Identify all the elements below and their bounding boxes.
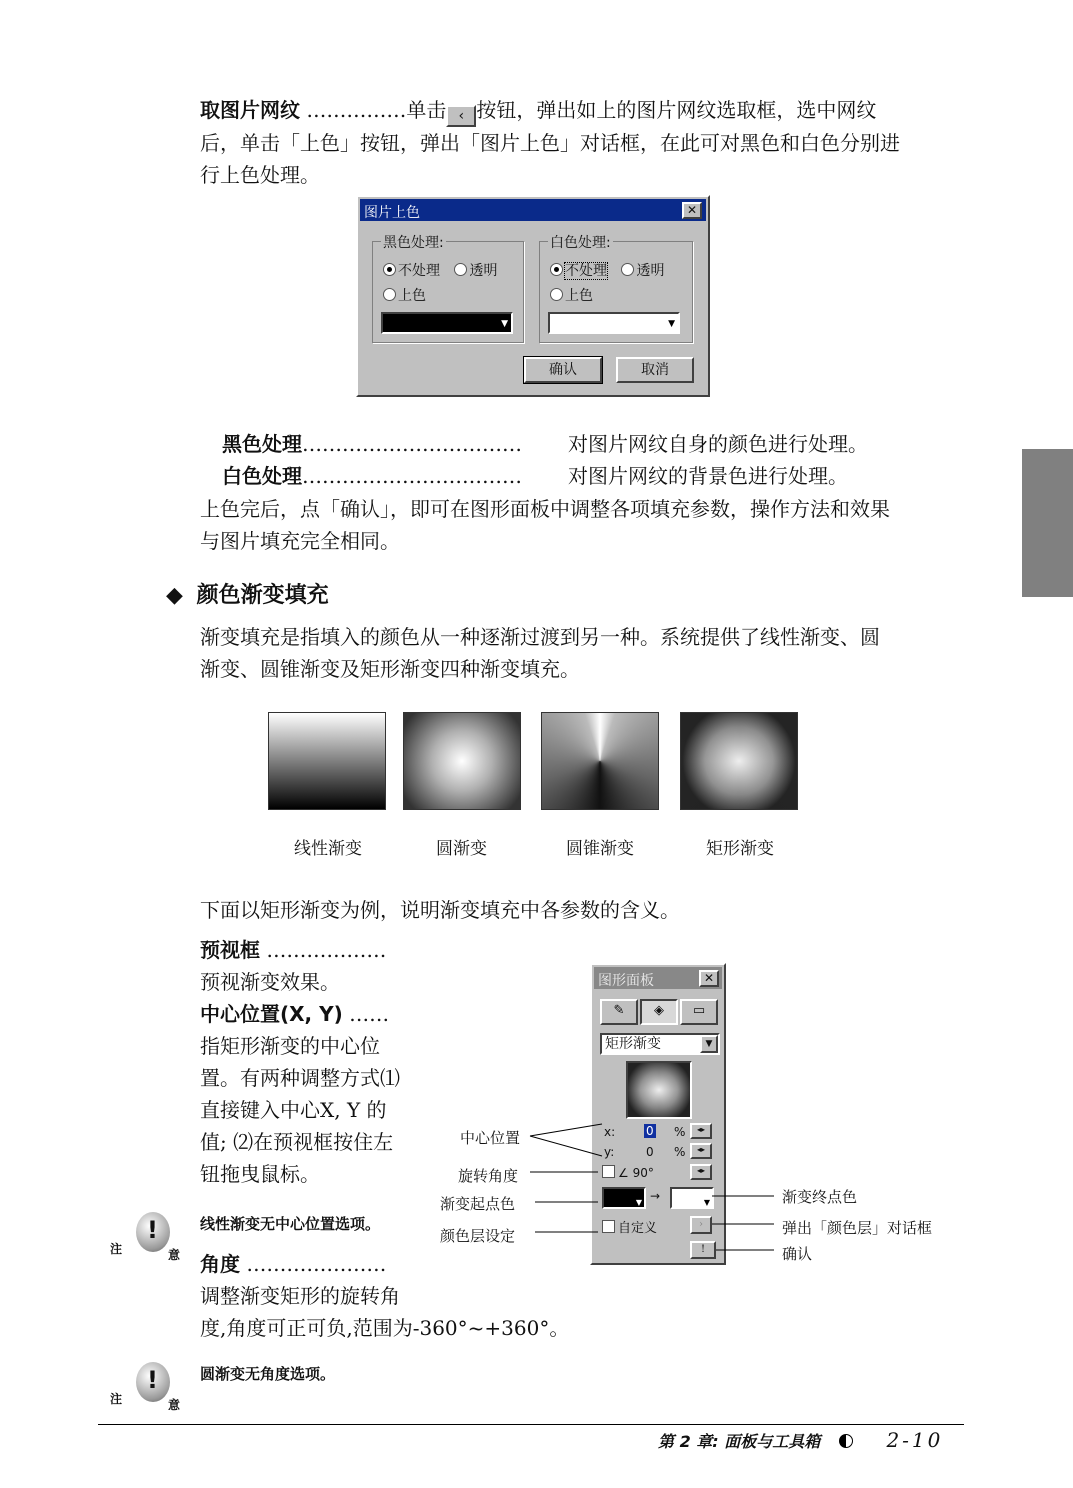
white-opt-color-label: 上色 xyxy=(565,288,593,304)
spinner-arrows-icon: ◂▸ xyxy=(696,1125,706,1134)
def-black-dots: …………………………… xyxy=(302,432,522,456)
center-dots: …… xyxy=(349,1002,390,1026)
def-white-dots: …………………………… xyxy=(302,464,522,488)
note-yi: 意 xyxy=(168,1398,181,1412)
intro-text-b: 按钮，弹出如上的图片网纹选取框，选中网纹 xyxy=(476,98,877,122)
ok-button[interactable]: 确认 xyxy=(524,357,602,383)
callout-popup-layer: 弹出「颜色层」对话框 xyxy=(782,1219,933,1237)
arrow-right-icon: → xyxy=(650,1189,661,1203)
intro-dots: …………… xyxy=(306,98,407,122)
footer xyxy=(658,1428,943,1452)
exclamation-icon: ! xyxy=(700,1244,706,1255)
white-opt-none-label: 不处理 xyxy=(565,263,607,279)
note-yi: 意 xyxy=(168,1248,181,1262)
exclamation-icon: ! xyxy=(147,1366,158,1394)
def-white-term: 白色处理 xyxy=(222,464,302,488)
center-desc-2: 置。有两种调整方式⑴ xyxy=(200,1066,400,1090)
black-opt-color-label: 上色 xyxy=(398,288,426,304)
x-label: x: xyxy=(604,1125,616,1139)
black-opt-transparent-label: 透明 xyxy=(469,263,498,279)
gradient-label-radial: 圆渐变 xyxy=(436,839,487,859)
callout-end-color: 渐变终点色 xyxy=(782,1188,858,1206)
after-dialog-line1: 上色完后，点「确认」，即可在图形面板中调整各项填充参数，操作方法和效果 xyxy=(200,497,890,521)
gradient-label-linear: 线性渐变 xyxy=(294,839,362,859)
note1-text: 线性渐变无中心位置选项。 xyxy=(200,1215,381,1233)
callout-confirm: 确认 xyxy=(782,1245,813,1263)
y-percent: % xyxy=(674,1145,686,1159)
def-black-term: 黑色处理 xyxy=(222,432,302,456)
black-group-label: 黑色处理: xyxy=(381,232,446,252)
fill-bucket-icon: ◈ xyxy=(654,1003,664,1018)
section-line2: 渐变、圆锥渐变及矩形渐变四种渐变填充。 xyxy=(200,657,580,681)
dropdown-arrow-icon: ▼ xyxy=(700,1035,718,1053)
preview-term: 预视框 xyxy=(200,938,260,962)
callout-layer-setting: 颜色层设定 xyxy=(440,1227,516,1245)
intro-line2: 后，单击「上色」按钮，弹出「图片上色」对话框，在此可对黑色和白色分别进 xyxy=(200,131,900,155)
note2-text: 圆渐变无角度选项。 xyxy=(200,1365,336,1383)
def-white-desc: 对图片网纹的背景色进行处理。 xyxy=(568,464,848,488)
angle-desc-2: 度,角度可正可负,范围为-360°~+360°。 xyxy=(200,1316,570,1340)
dropdown-arrow-icon: ▼ xyxy=(668,319,675,329)
exclamation-icon: ! xyxy=(147,1216,158,1244)
dropdown-arrow-icon: ▼ xyxy=(501,319,508,329)
dialog-title: 图片上色 xyxy=(364,205,420,221)
cancel-button[interactable]: 取消 xyxy=(616,357,694,383)
white-group-label: 白色处理: xyxy=(548,232,613,252)
preview-dots: ……………… xyxy=(266,938,387,962)
diamond-bullet-icon: ◆ xyxy=(166,583,183,608)
close-icon: ✕ xyxy=(703,971,715,985)
center-desc-5: 钮拖曳鼠标。 xyxy=(200,1162,320,1186)
gradient-label-rect: 矩形渐变 xyxy=(706,839,774,859)
close-icon: ✕ xyxy=(686,203,698,217)
footer-chapter: 第 2 章: 面板与工具箱 xyxy=(658,1432,821,1451)
note-zhu: 注 xyxy=(110,1392,123,1406)
footer-page-number: 2-10 xyxy=(886,1428,944,1452)
spinner-arrows-icon: ◂▸ xyxy=(696,1145,706,1154)
back-arrow-button-icon: ‹ xyxy=(446,105,476,127)
dropdown-arrow-icon: ▼ xyxy=(703,1198,710,1207)
section-title: 颜色渐变填充 xyxy=(196,583,329,608)
center-desc-1: 指矩形渐变的中心位 xyxy=(200,1034,380,1058)
intro-line3: 行上色处理。 xyxy=(200,163,320,187)
y-label: y: xyxy=(604,1145,615,1159)
intro-text-a: 单击 xyxy=(406,98,447,122)
custom-label: 自定义 xyxy=(618,1221,658,1236)
x-percent: % xyxy=(674,1125,686,1139)
note-zhu: 注 xyxy=(110,1242,123,1256)
center-desc-4: 值; ⑵在预视框按住左 xyxy=(200,1130,394,1154)
angle-icon: ∠ xyxy=(618,1166,629,1180)
chevron-right-icon: › xyxy=(699,1219,703,1230)
fill-type-value: 矩形渐变 xyxy=(605,1036,661,1052)
angle-dots: ………………… xyxy=(246,1252,387,1276)
section-line1: 渐变填充是指填入的颜色从一种逐渐过渡到另一种。系统提供了线性渐变、圆 xyxy=(200,625,880,649)
black-opt-none-label: 不处理 xyxy=(398,263,440,279)
yin-yang-icon xyxy=(839,1434,853,1448)
y-input[interactable]: 0 xyxy=(646,1145,654,1159)
pen-icon: ✎ xyxy=(613,1003,625,1018)
gradient-label-conic: 圆锥渐变 xyxy=(566,839,634,859)
white-opt-transparent-label: 透明 xyxy=(636,263,665,279)
callout-start-color: 渐变起点色 xyxy=(440,1195,516,1213)
center-desc-3: 直接键入中心X, Y 的 xyxy=(200,1098,387,1122)
dropdown-arrow-icon: ▼ xyxy=(635,1198,642,1207)
intro-term: 取图片网纹 xyxy=(200,98,300,122)
shadow-box-icon: ▭ xyxy=(692,1003,706,1018)
after-dialog-line2: 与图片填充完全相同。 xyxy=(200,529,400,553)
angle-desc-1: 调整渐变矩形的旋转角 xyxy=(200,1284,400,1308)
angle-value[interactable]: 90° xyxy=(632,1166,654,1180)
panel-title: 图形面板 xyxy=(598,973,654,989)
def-black-desc: 对图片网纹自身的颜色进行处理。 xyxy=(568,432,868,456)
x-input[interactable]: 0 xyxy=(646,1124,654,1138)
preview-desc: 预视渐变效果。 xyxy=(200,970,340,994)
example-intro: 下面以矩形渐变为例，说明渐变填充中各参数的含义。 xyxy=(200,898,680,922)
callout-center: 中心位置 xyxy=(460,1129,521,1147)
angle-term: 角度 xyxy=(200,1252,240,1276)
callout-angle: 旋转角度 xyxy=(458,1167,519,1185)
footer-rule xyxy=(98,1424,964,1425)
spinner-arrows-icon: ◂▸ xyxy=(696,1166,706,1175)
center-term: 中心位置(X, Y) xyxy=(200,1002,343,1026)
